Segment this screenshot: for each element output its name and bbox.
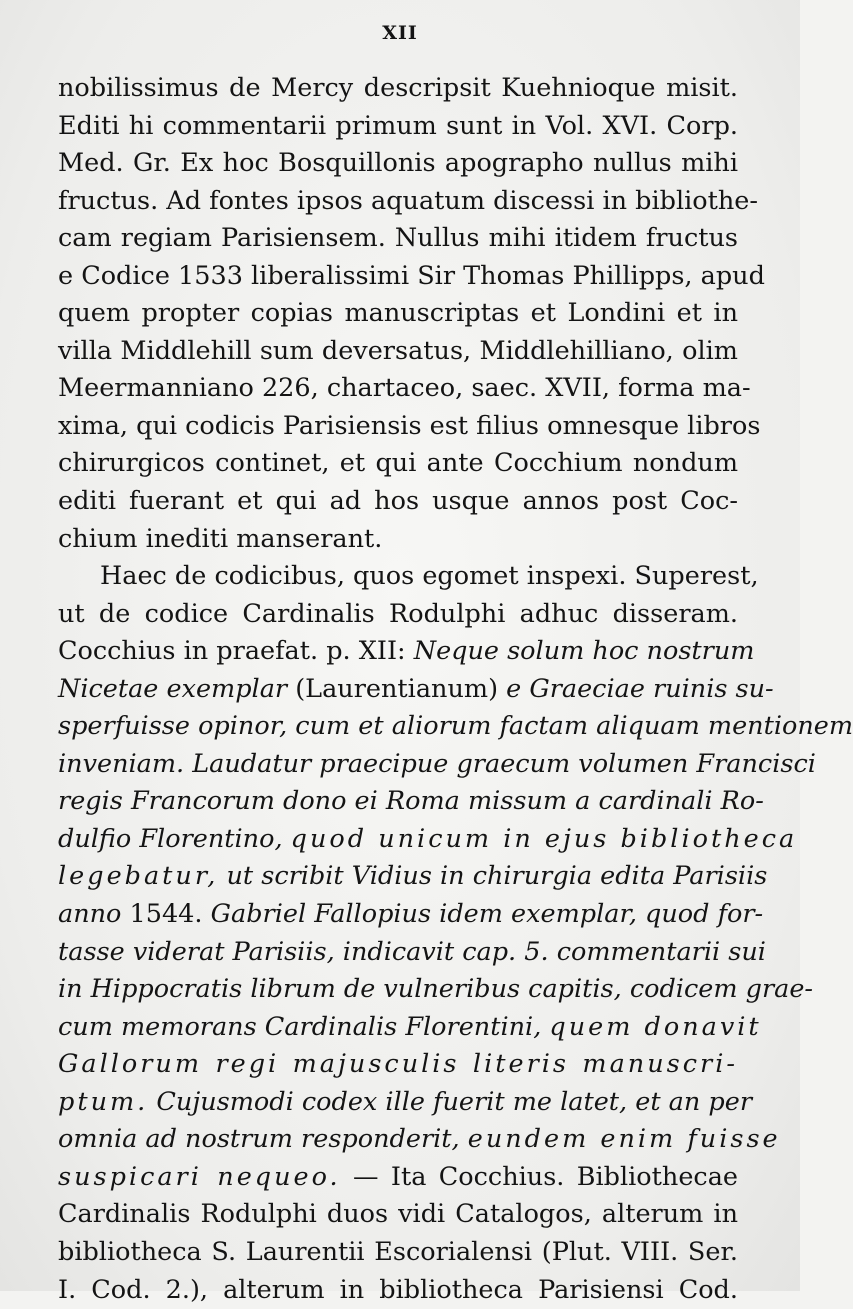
- text-line: Meermanniano 226, chartaceo, saec. XVII, forma ma-: [58, 370, 738, 408]
- text-line: [58, 746, 738, 784]
- paragraph-end-line: chium inediti manserant.: [58, 521, 738, 559]
- quote-spaced: ptum.: [58, 1087, 148, 1117]
- text-line: xima, qui codicis Parisiensis est filius omnesque libros: [58, 408, 738, 446]
- text-line: ut de codice Cardinalis Rodulphi adhuc disseram.: [58, 596, 738, 634]
- text-line: villa Middlehill sum deversatus, Middlehilliano, olim: [58, 333, 738, 371]
- quote-italic: in Hippocratis librum de vulneribus capitis, codicem grae-: [58, 974, 813, 1004]
- quote-spaced: eundem enim fuisse: [468, 1124, 781, 1154]
- text-roman: Cocchius in praefat. p. XII:: [58, 636, 406, 666]
- text-line: [58, 708, 738, 746]
- quote-italic: e Graeciae ruinis su-: [506, 674, 774, 704]
- quote-italic: tasse viderat Parisiis, indicavit cap. 5. commentarii sui: [58, 937, 766, 967]
- quote-spaced: suspicari nequeo.: [58, 1162, 341, 1192]
- text-line: [58, 783, 738, 821]
- text-line: Med. Gr. Ex hoc Bosquillonis apographo nullus mihi: [58, 145, 738, 183]
- quote-spaced: legebatur,: [58, 861, 218, 891]
- quote-italic: inveniam. Laudatur praecipue graecum volumen Francisci: [58, 749, 816, 779]
- text-line: [58, 934, 738, 972]
- quote-italic: omnia ad nostrum responderit,: [58, 1124, 460, 1154]
- text-line: editi fuerant et qui ad hos usque annos post Coc-: [58, 483, 738, 521]
- text-line: chirurgicos continet, et qui ante Cocchium nondum: [58, 445, 738, 483]
- text-roman: 1544.: [130, 899, 203, 929]
- quote-italic: Neque solum hoc nostrum: [414, 636, 755, 666]
- text-line: fructus. Ad fontes ipsos aquatum discessi in bibliothe-: [58, 183, 738, 221]
- quote-italic: Cujusmodi codex ille fuerit me latet, et an per: [156, 1087, 752, 1117]
- text-roman: — Ita Cocchius. Bibliothecae: [353, 1162, 738, 1192]
- quote-italic: dulfio Florentino,: [58, 824, 283, 854]
- text-line: I. Cod. 2.), alterum in bibliotheca Parisiensi Cod.: [58, 1272, 738, 1309]
- text-roman: (Laurentianum): [295, 674, 498, 704]
- quote-italic: perfuisse opinor, cum et aliorum factam aliquam mentionem: [71, 711, 853, 741]
- quote-italic: Gabriel Fallopius idem exemplar, quod for-: [211, 899, 764, 929]
- text-line: [58, 821, 738, 859]
- quote-italic: regis Francorum dono ei Roma missum a cardinali Ro-: [58, 786, 764, 816]
- text-line: [58, 1159, 738, 1197]
- page-number: XII: [0, 22, 800, 44]
- quote-spaced: Gallorum regi majusculis literis manuscri-: [58, 1049, 738, 1079]
- paragraph-start-line: Haec de codicibus, quos egomet inspexi. Superest,: [58, 558, 738, 596]
- quote-italic: s: [58, 711, 71, 741]
- text-line: Cardinalis Rodulphi duos vidi Catalogos, alterum in: [58, 1196, 738, 1234]
- text-line: quem propter copias manuscriptas et Londini et in: [58, 295, 738, 333]
- quote-spaced: quem donavit: [549, 1012, 761, 1042]
- text-line: [58, 633, 738, 671]
- quote-italic: anno: [58, 899, 121, 929]
- text-line: [58, 896, 738, 934]
- text-line: [58, 671, 738, 709]
- quote-spaced: quod unicum in ejus bibliotheca: [291, 824, 798, 854]
- text-line: [58, 1046, 738, 1084]
- text-line: Editi hi commentarii primum sunt in Vol. XVI. Corp.: [58, 108, 738, 146]
- text-line: [58, 858, 738, 896]
- quote-italic: ut scribit Vidius in chirurgia edita Parisiis: [226, 861, 767, 891]
- text-line: e Codice 1533 liberalissimi Sir Thomas Phillipps, apud: [58, 258, 738, 296]
- text-line: [58, 1121, 738, 1159]
- text-line: cam regiam Parisiensem. Nullus mihi itidem fructus: [58, 220, 738, 258]
- body-text: [58, 70, 738, 1309]
- quote-italic: cum memorans Cardinalis Florentini,: [58, 1012, 541, 1042]
- text-line: [58, 1009, 738, 1047]
- text-line: nobilissimus de Mercy descripsit Kuehnioque misit.: [58, 70, 738, 108]
- quote-italic: Nicetae exemplar: [58, 674, 287, 704]
- text-line: [58, 971, 738, 1009]
- text-line: bibliotheca S. Laurentii Escorialensi (Plut. VIII. Ser.: [58, 1234, 738, 1272]
- text-line: [58, 1084, 738, 1122]
